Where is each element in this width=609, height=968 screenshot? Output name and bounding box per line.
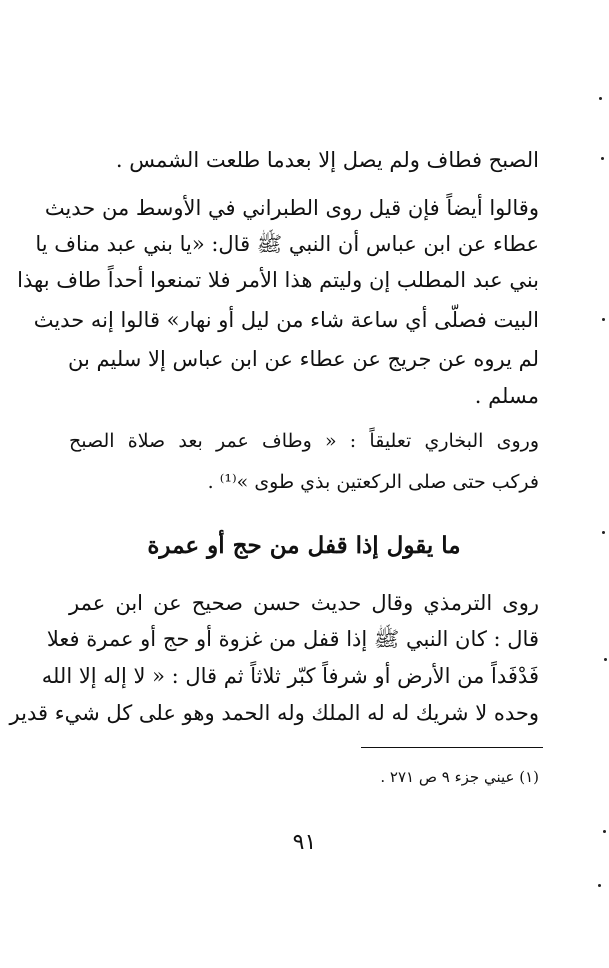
- footnote-divider: [361, 747, 543, 748]
- scan-speck: [601, 157, 604, 160]
- text-line: فركب حتى صلى الركعتين بذي طوى »⁽¹⁾ .: [207, 471, 539, 493]
- footnote: (١) عيني جزء ٩ ص ٢٧١ .: [380, 768, 539, 786]
- text-line: لم يروه عن جريج عن عطاء عن ابن عباس إلا سليم بن: [68, 347, 539, 371]
- page-number: ٩١: [292, 830, 317, 855]
- text-line: بني عبد المطلب إن وليتم هذا الأمر فلا تمنعوا أحداً طاف بهذا: [17, 268, 539, 292]
- scan-speck: [602, 318, 605, 321]
- scan-speck: [598, 884, 601, 887]
- scan-speck: [599, 97, 602, 100]
- text-line: الصبح فطاف ولم يصل إلا بعدما طلعت الشمس .: [115, 148, 539, 172]
- text-line: فَدْفَداً من الأرض أو شرفاً كبّر ثلاثاً ثم قال : « لا إله إلا الله: [41, 664, 539, 688]
- scan-speck: [602, 531, 605, 534]
- text-line: روى الترمذي وقال حديث حسن صحيح عن ابن عمر: [69, 591, 539, 615]
- text-line: قال : كان النبي ﷺ إذا قفل من غزوة أو حج أو عمرة فعلا: [46, 627, 539, 651]
- scan-speck: [604, 658, 607, 661]
- section-heading: ما يقول إذا قفل من حج أو عمرة: [147, 532, 461, 559]
- text-line: وقالوا أيضاً فإن قيل روى الطبراني في الأوسط من حديث: [44, 196, 539, 220]
- text-line: عطاء عن ابن عباس أن النبي ﷺ قال: «يا بني عبد مناف يا: [35, 232, 539, 256]
- text-line: مسلم .: [474, 384, 539, 408]
- text-line: وحده لا شريك له له الملك وله الحمد وهو على كل شيء قدير: [9, 701, 539, 725]
- scan-speck: [603, 830, 606, 833]
- text-line: وروى البخاري تعليقاً : « وطاف عمر بعد صلاة الصبح: [69, 430, 539, 452]
- text-line: البيت فصلّى أي ساعة شاء من ليل أو نهار» قالوا إنه حديث: [33, 308, 539, 332]
